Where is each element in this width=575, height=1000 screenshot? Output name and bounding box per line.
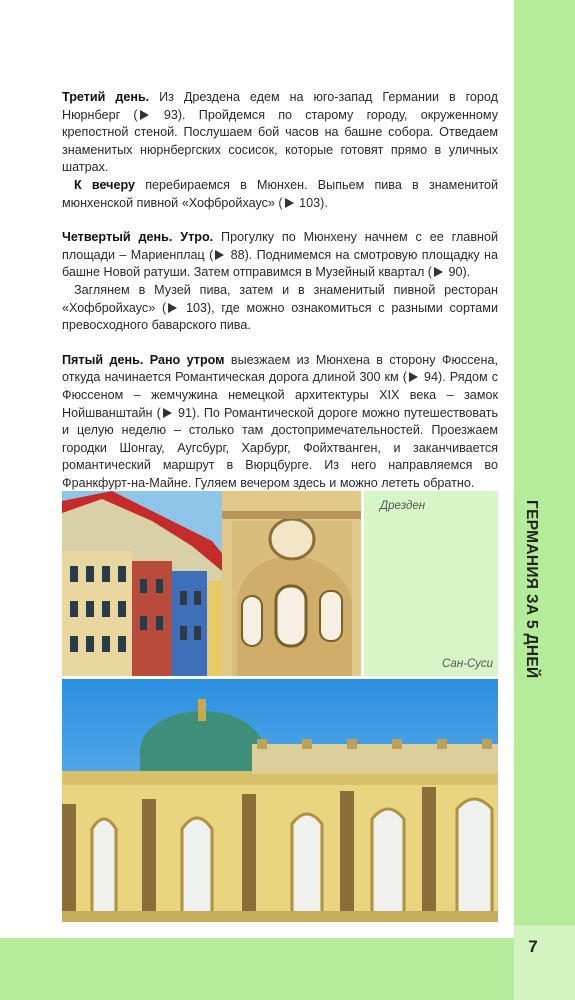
day4-paragraph: Четвертый день. Утро. Прогулку по Мюнхену начнем с ее главной площади – Мариенплац ( 88). Поднимемся на смотровую площадку на башне Новой ратуши. Затем отправимся в Музейный квартал ( 90). [62,230,498,280]
day4-label: Четвертый день. [62,230,173,245]
page-ref-icon [168,303,177,313]
caption-dresden: Дрезден [380,500,426,512]
day3-label: Третий день. [62,90,150,104]
page-ref-icon [434,267,443,277]
photo-block [62,491,498,922]
body-text [62,89,498,492]
caption-panel [364,491,498,676]
page-ref-icon [163,408,172,418]
page-ref-icon [140,110,149,120]
footer-band [0,938,514,1000]
day5-label: Пятый день. [62,352,144,367]
page-ref-icon [409,372,418,382]
page-ref-icon [215,250,224,260]
day5-paragraph: Пятый день. Рано утром выезжаем из Мюнхена в сторону Фюссена, откуда начинается Романтическая дорога длиной 300 км ( 94). Рядом с Фюссеном – жемчужина немецкой архитектуры XIX века – замок Нойшванштайн ( 91). По Романтической дороге можно путешествовать и целую неделю – столько там достопримечательностей. Проезжаем городки Шонгау, Аугсбург, Харбург, Фойхтванген, и заканчивается романтический маршрут в Вюрцбурге. Из него направляемся во Франкфурт-на-Майне. Гуляем вечером здесь и можно лететь обратно. [62,352,498,490]
page-number: 7 [528,937,538,956]
caption-sanssouci: Сан-Суси [442,658,494,670]
day3-evening-paragraph: К вечеру перебираемся в Мюнхен. Выпьем пива в знаменитой мюнхенской пивной «Хофбройхаус» ( 103). [62,177,498,210]
sanssouci-photo [62,679,498,922]
evening-label: К вечеру [74,177,136,192]
section-title-vertical: ГЕРМАНИЯ ЗА 5 ДНЕЙ [523,500,540,679]
dresden-photo [62,491,361,676]
day4-second-paragraph: Заглянем в Музей пива, затем и в знаменитый пивной ресторан «Хофбройхаус» ( 103), где можно ознакомиться с разными сортами превосходного баварского пива. [62,282,498,333]
page-ref-icon [285,198,294,208]
day3-paragraph: Третий день. Из Дрездена едем на юго-запад Германии в город Нюрнберг ( 93). Пройдемся по старому городу, окруженному крепостной стеной. Послушаем бой часов на башне собора. Отведаем знаменитых нюрнбергских сосисок, которые готовят прямо в уличных шатрах. [62,90,498,175]
